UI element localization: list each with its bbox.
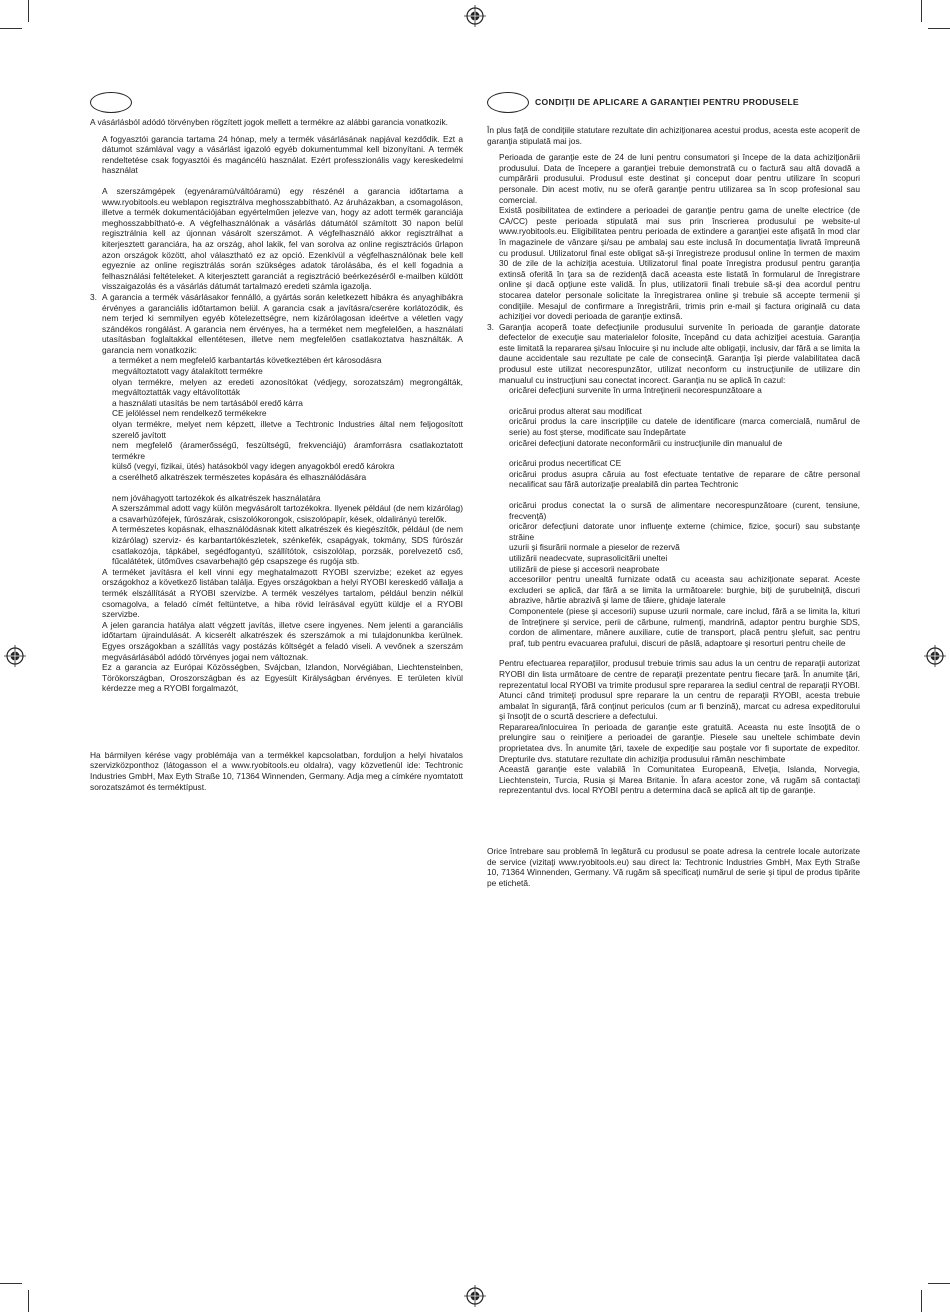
section-title: CONDIŢII DE APLICARE A GARANŢIEI PENTRU PRODUSELE <box>535 97 799 108</box>
right-exclusion-list <box>487 385 860 648</box>
list-item: olyan termékre, melyen az eredeti azonosítókat (védjegy, sorozatszám) megrongálták, megváltoztatták vagy eltávolították <box>112 376 463 398</box>
registration-mark-icon <box>4 645 26 667</box>
registration-mark-icon <box>464 1285 486 1307</box>
registration-mark-icon <box>924 645 946 667</box>
list-item: accesoriilor pentru unealtă furnizate odată cu aceasta sau achiziţionate separat. Aceste excluderi se aplică, dar fără a se limita la următoarele: burghie, biţi de şurubelniţă, discuri abrazive, hârtie abrazivă şi lame de tăiere, ghidaje laterale <box>509 574 860 606</box>
list-item: oricăror defecţiuni datorate unor influenţe externe (chimice, fizice, şocuri) sau substanţe străine <box>509 521 860 542</box>
list-item: oricărei defecţiuni survenite în urma întreţinerii necorespunzătoare a <box>509 385 762 396</box>
list-item: a cserélhető alkatrészek természetes kopására és elhasználódására <box>112 472 367 482</box>
crop-mark <box>0 1283 22 1284</box>
crop-mark <box>921 1290 922 1312</box>
list-item: oricărui produs alterat sau modificat <box>509 405 642 416</box>
list-item: utilizării neadecvate, suprasolicitării uneltei <box>509 552 668 563</box>
number-label: 3. <box>487 321 494 332</box>
right-header <box>487 92 860 113</box>
left-contact-paragraph: Ha bármilyen kérése vagy problémája van a termékkel kapcsolatban, forduljon a helyi hivatalos szervizközponthoz (látogasson el a www.ryobitools.eu oldalra), vagy közvetlenül ide: Techtronic Industries GmbH, Max Eyth Straße 10, 71364 Winnenden, Germany. Adja meg a címkére nyomtatott sorozatszámot és terméktípust. <box>90 749 463 792</box>
list-item: A természetes kopásnak, elhasználódásnak kitett alkatrészek és kiegészítők, például (de nem kizárólag) szerviz- és karbantartókészletek, szénkefék, csapágyak, tokmány, SDS fúrószár csatlakozója, tápkábel, segédfogantyú, szállítótok, csiszolólap, porzsák, porelvezető cső, fűcalátétek, ütőműves csavarbehajtó gép csapszege és rugója stb. <box>112 524 463 567</box>
list-item: megváltoztatott vagy átalakított termékre <box>112 366 263 377</box>
right-paragraph-1: Perioada de garanţie este de 24 de luni pentru consumatori şi începe de la data achiziţionării produsului. Data de începere a garanţiei trebuie demonstrată cu o factură sau altă dovadă a cumpărării produsului. Produsul este destinat şi conceput doar pentru utilizare în scopuri personale. Din acest motiv, nu se oferă garanţie pentru utilizarea sa în scop profesional sau comercial. <box>499 152 860 205</box>
list-item: utilizării de piese şi accesorii neaprobate <box>509 563 660 574</box>
left-paragraph-2: A szerszámgépek (egyenáramú/váltóáramú) egy részénél a garancia időtartama a www.ryobitools.eu weblapon regisztrálva meghosszabbítható. Az áruházakban, a csomagoláson, illetve a termék dokumentációjában egyértelműen jelezve van, hogy az adott termék garanciája meghosszabbítható-e. A végfelhasználónak a vásárlás dátumától számított 30 napon belül regisztrálnia kell az újonnan vásárolt szerszámot. A végfelhasználó akkor regisztrálhat a kiterjesztett garanciára, ha az ország, ahol lakik, fel van sorolva az online regisztrációs űrlapon azon országok között, ahol választható ez az opció. Ezenkívül a végfelhasználónak bele kell egyeznie az online regisztrálás során szükséges adatok tárolásába, és el kell fogadnia a felhasználási feltételeket. A kiterjesztett garanciát a regisztráció beérkezéséről e-mailben küldött visszaigazolás és a vásárlás dátumát tartalmazó eredeti számla igazolja. <box>102 185 463 292</box>
right-paragraph-2: Există posibilitatea de extindere a perioadei de garanţie pentru gama de unelte electrice (de CA/CC) peste perioada stipulată mai sus prin înscrierea produsului pe website-ul www.ryobitools.eu. Eligibilitatea pentru perioada de extindere a garanţiei este afişată în mod clar în magazinele de vânzare şi/sau pe ambalaj sau este inclusă în documentaţia livrată împreună cu produsul. Utilizatorul final este obligat să-şi înregistreze produsul online în termen de maxim 30 de zile de la achiziţia acestuia. Utilizatorul final poate înregistra produsul pentru garanţia extinsă oferită în ţara sa de rezidenţă dacă aceasta este listată în formularul de înregistrare online şi dacă opţiune este validă. În plus, utilizatorii finali trebuie să-şi dea acordul pentru stocarea datelor personale solicitate la înregistrarea online şi trebuie să accepte termenii şi condiţiile. Mesajul de confirmare a înregistrării, trimis prin e-mail şi factura originală cu data achiziţiei vor dovedi perioada de garanţie extinsă. <box>499 205 860 322</box>
list-item: oricărui produs asupra căruia au fost efectuate tentative de reparare de către personal necalificat sau fără autorizaţie prealabilă din partea Techtronic <box>509 468 860 490</box>
right-intro: În plus faţă de condiţiile statutare rezultate din achiziţionarea acestui produs, acesta este acoperit de garanţia stipulată mai jos. <box>487 125 860 146</box>
left-exclusion-list <box>90 355 463 566</box>
list-item: uzurii şi fisurării normale a pieselor de rezervă <box>509 542 680 553</box>
list-item: a használati utasítás be nem tartásából eredő kárra <box>112 397 303 408</box>
left-paragraph-5: A jelen garancia hatálya alatt végzett javítás, illetve csere ingyenes. Nem jelenti a garanciális időtartam újraindulását. A kicserélt alkatrészek és szerszámok a mi tulajdonunkba kerülnek. Egyes országokban a szállítás vagy postázás költségét a feladó viseli. A vevőnek a szerszám megvásárlásából adódó törvényes jogai nem változnak. <box>102 619 463 662</box>
registration-mark-icon <box>464 5 486 27</box>
crop-mark <box>921 0 922 22</box>
left-paragraph-3: A garancia a termék vásárlásakor fennálló, a gyártás során keletkezett hibákra és anyaghibákra érvényes a garanciális időtartamon belül. A garancia csak a javításra/cserére korlátozódik, és nem terjed ki semmilyen egyéb kötelezettségre, nem kizárólagosan ideértve a véletlen vagy szándékos rongálást. A garancia nem érvényes, ha a terméket nem megfelelően, a használati utasításban foglaltakkal ellentétesen, illetve nem megfelelően csatlakoztatva használták. A garancia nem vonatkozik: <box>102 291 463 355</box>
left-header <box>90 92 463 113</box>
right-column <box>487 92 860 888</box>
crop-mark <box>928 28 950 29</box>
list-item: nem jóváhagyott tartozékok és alkatrészek használatára <box>112 492 321 503</box>
crop-mark <box>928 1283 950 1284</box>
list-item: nem megfelelő (áramerősségű, feszültségű, frekvenciájú) áramforrásra csatlakoztatott termékre <box>112 440 463 461</box>
list-item: oricărui produs necertificat CE <box>509 458 622 469</box>
list-item: oricărui produs la care inscripţiile cu datele de identificare (marca comercială, numărul de serie) au fost şterse, modificate sau îndepărtate <box>509 416 860 438</box>
right-paragraph-3: Garanţia acoperă toate defecţiunile produsului survenite în perioada de garanţie datorate defectelor de execuţie sau materialelor folosite, începând cu data achiziţiei acestuia. Garanţia este limitată la repararea şi/sau înlocuire şi nu include alte obligaţii, inclusiv, dar fără a se limita la daune accidentale sau rezultate pe cale de consecinţă. Garanţia îşi pierde valabilitatea dacă produsul este utilizat necorespunzător, utilizat neconform cu instrucţiunile de utilizare din manualul cu instrucţiuni sau conectat incorect. Garanţia nu se aplică în cazul: <box>499 321 860 385</box>
left-intro: A vásárlásból adódó törvényben rögzített jogok mellett a termékre az alábbi garancia vonatkozik. <box>90 117 448 127</box>
list-item: CE jelöléssel nem rendelkező termékekre <box>112 408 267 419</box>
list-item: olyan termékre, melyet nem képzett, illetve a Techtronic Industries által nem feljogosított szerelő javított <box>112 419 463 440</box>
left-numbered-3 <box>90 292 463 356</box>
language-badge-oval <box>487 92 529 113</box>
right-paragraph-4: Pentru efectuarea reparaţiilor, produsul trebuie trimis sau adus la un centru de reparaţii autorizat RYOBI din lista următoare de centre de reparaţii prezentate pentru fiecare ţară. În anumite ţări, reprezentatul local RYOBI va trimite produsul spre repararea la sediul central de reparaţii RYOBI. Atunci când trimiteţi produsul spre reparare la un centru de reparaţii RYOBI, acesta trebuie ambalat în siguranţă, fără conţinut periculos (cum ar fi benzină), marcat cu adresa expeditorului şi însoţit de o scurtă descriere a defectului. <box>499 658 860 722</box>
left-paragraph-4: A terméket javításra el kell vinni egy meghatalmazott RYOBI szervizbe; ezeket az egyes országokhoz a következő listában találja. Egyes országokban a helyi RYOBI kereskedő vállalja a termék elszállítását a RYOBI szervizbe. A termék veszélyes tartalom, például benzin nélkül csomagolva, a feladó címét feltüntetve, a hiba rövid leírásával együtt küldje el a RYOBI szervizbe. <box>102 566 463 620</box>
left-paragraph-6: Ez a garancia az Európai Közösségben, Svájcban, Izlandon, Norvégiában, Liechtensteinben, Törökországban, Oroszországban és az Egyesült Királyságban érvényes. E területen kívül kérdezze meg a RYOBI forgalmazót, <box>102 662 463 694</box>
left-column <box>90 92 463 792</box>
left-paragraph-1: A fogyasztói garancia tartama 24 hónap, mely a termék vásárlásának napjával kezdődik. Ezt a dátumot számlával vagy a vásárlást igazoló egyéb dokumentummal kell bizonyítani. A termék rendeltetése csak fogyasztói és magáncélú használat. Ezért professzionális vagy kereskedelmi használat <box>102 133 463 176</box>
language-badge-oval <box>90 92 132 113</box>
list-item: Componentele (piese şi accesorii) supuse uzurii normale, care includ, fără a se limita la, kituri de întreţinere şi service, perii de cărbune, rulmenţi, mandrină, adaptor pentru burghie SDS, cordon de alimentare, mânere auxiliare, cutie de transport, placă pentru şlefuit, sac pentru praf, tub pentru evacuarea prafului, discuri de pâslă, adaptoare şi resorturi pentru cheile de <box>509 605 860 648</box>
list-item: külső (vegyi, fizikai, ütés) hatásokból vagy idegen anyagokból eredő károkra <box>112 461 395 472</box>
right-paragraph-6: Această garanţie este valabilă în Comunitatea Europeană, Elveţia, Islanda, Norvegia, Liechtenstein, Turcia, Rusia şi Marea Britanie. În afara acestor zone, vă rugăm să contactaţi reprezentantul dvs. local RYOBI pentru a determina dacă se aplică alt tip de garanţie. <box>499 764 860 796</box>
crop-mark <box>28 1290 29 1312</box>
list-item: a terméket a nem megfelelő karbantartás következtében ért károsodásra <box>112 355 382 366</box>
number-label: 3. <box>90 291 97 302</box>
list-item: oricărei defecţiuni datorate neconformării cu instrucţiunile din manualul de <box>509 437 783 448</box>
list-item: oricărui produs conectat la o sursă de alimentare necorespunzătoare (curent, tensiune, frecvenţă) <box>509 500 860 521</box>
right-paragraph-5: Repararea/înlocuirea în perioada de garanţie este gratuită. Aceasta nu este însoţită de o prelungire sau o reiniţiere a perioadei de garanţie. Piesele sau uneltele schimbate devin proprietatea dvs. În anumite ţări, taxele de expediţie sau poştale vor fi suportate de expeditor. Drepturile dvs. statutare rezultate din achiziţia produsului rămân neschimbate <box>499 721 860 764</box>
crop-mark <box>28 0 29 22</box>
right-contact-paragraph: Orice întrebare sau problemă în legătură cu produsul se poate adresa la centrele locale autorizate de service (vizitaţi www.ryobitools.eu) sau direct la: Techtronic Industries GmbH, Max Eyth Straße 10, 71364 Winnenden, Germany. Vă rugăm să specificaţi numărul de serie şi tipul de produs tipărite pe etichetă. <box>487 846 860 888</box>
list-item: A szerszámmal adott vagy külön megvásárolt tartozékokra. Ilyenek például (de nem kizárólag) a csavarhúzófejek, fúrószárak, csiszolókorongok, csiszolópapír, kések, oldalirányú terelők. <box>112 503 463 524</box>
crop-mark <box>0 28 22 29</box>
right-numbered-3 <box>487 322 860 386</box>
